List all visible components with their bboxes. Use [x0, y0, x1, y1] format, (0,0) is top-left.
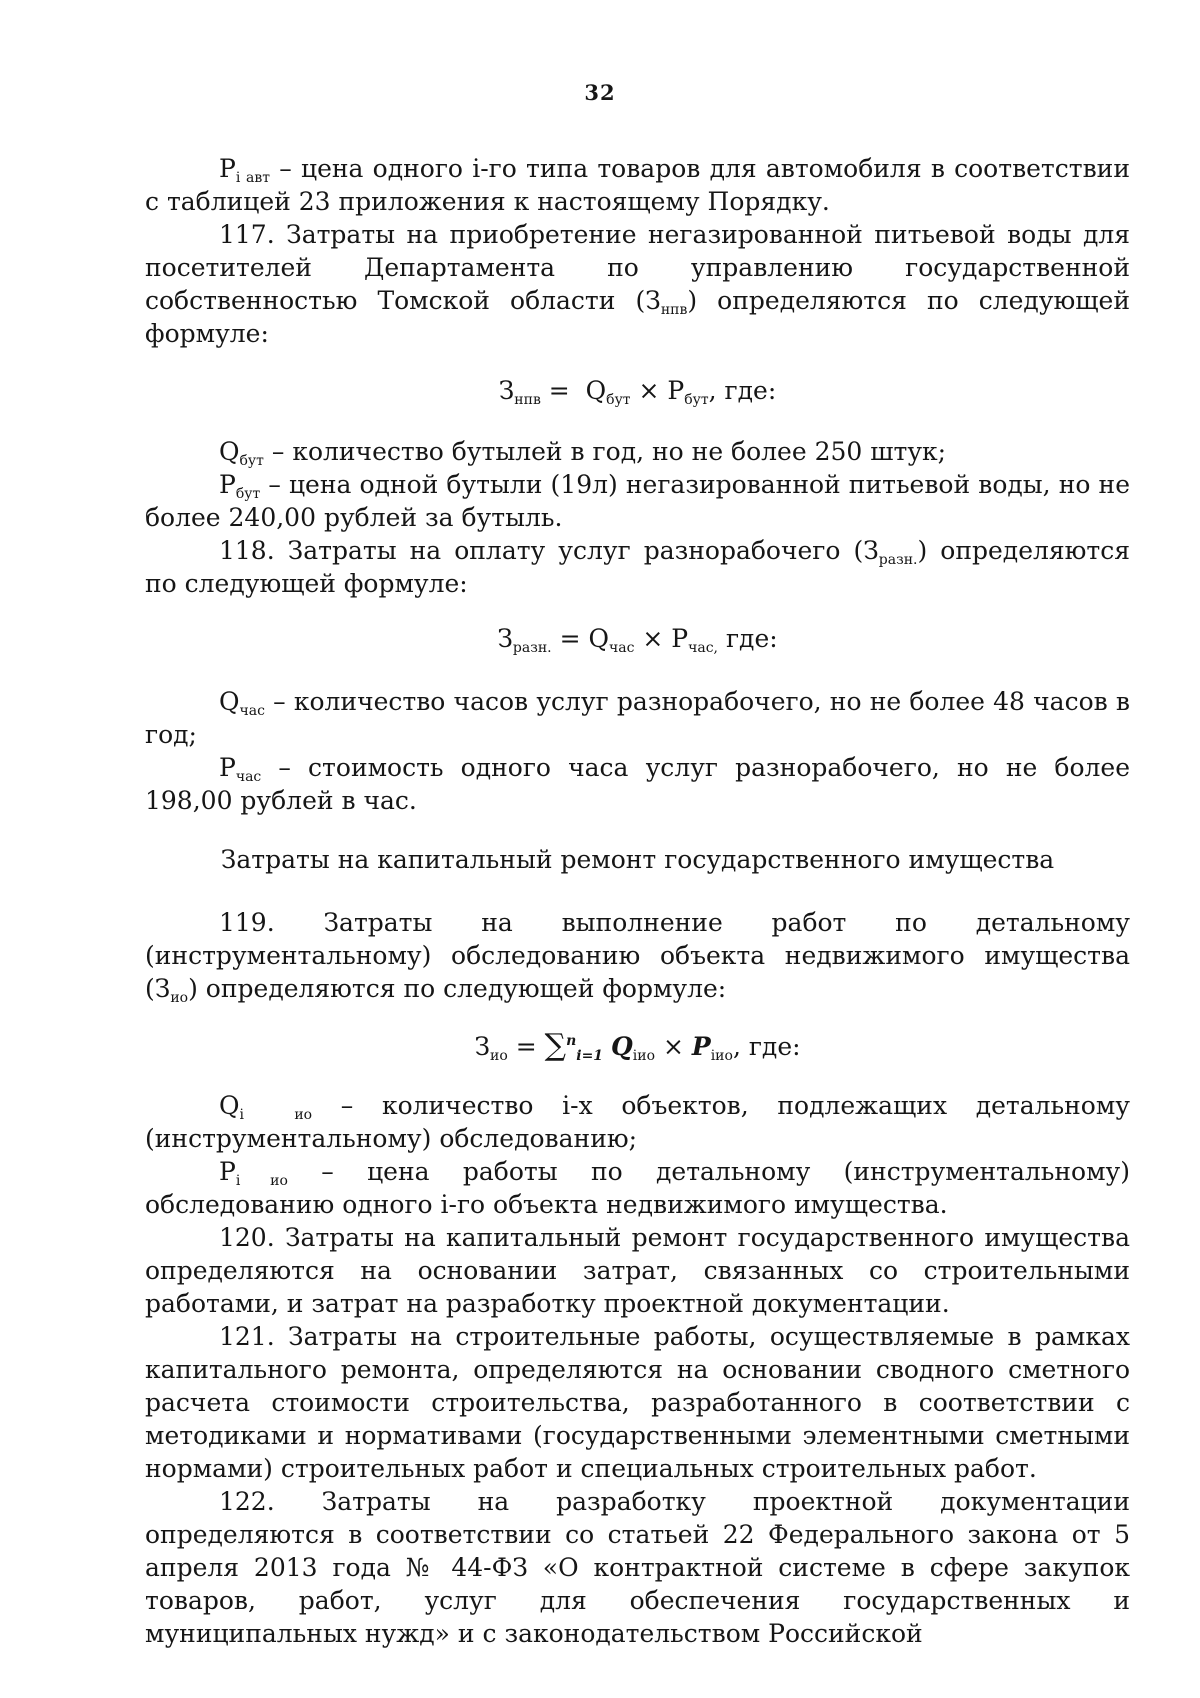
subscript: бут — [235, 486, 261, 502]
symbol: Q — [219, 1091, 240, 1120]
subscript: бут — [684, 392, 709, 408]
symbol: P — [219, 1157, 236, 1186]
formula-io — [145, 1029, 1130, 1063]
definition-text: – цена одного i-го типа товаров для автомобиля в соответствии с таблицей 23 приложения к настоящему Порядку. — [145, 154, 1130, 216]
definition-q-io — [145, 1089, 1130, 1155]
formula-operator: = — [540, 376, 586, 405]
definition-p-but — [145, 468, 1130, 534]
formula-operator: × — [655, 1032, 692, 1061]
definition-text: – количество i-х объектов, подлежащих детальному (инструментальному) обследованию; — [145, 1091, 1131, 1153]
subscript: ио — [490, 1048, 508, 1064]
paragraph-118 — [145, 534, 1130, 600]
definition-text: – количество бутылей в год, но не более 250 штук; — [263, 437, 947, 466]
subscript: iио — [632, 1048, 656, 1064]
definition-p-avt — [145, 152, 1130, 218]
paragraph-text: ) определяются по следующей формуле: — [145, 536, 1131, 598]
formula-symbol: З — [497, 624, 513, 653]
definition-q-chas — [145, 685, 1130, 751]
sum-sign: ∑ — [544, 1028, 567, 1063]
formula-symbol: P — [667, 376, 685, 405]
definition-p-io — [145, 1155, 1130, 1221]
formula-npv — [145, 374, 1130, 407]
symbol: Q — [219, 437, 240, 466]
symbol: P — [219, 753, 236, 782]
paragraph-122: 122. Затраты на разработку проектной документации определяются в соответствии со статьей 22 Федерального закона от 5 апреля 2013 года № 44-ФЗ «О контрактной системе в сфере закупок товаров, работ, услуг для обеспечения государственных и муниципальных нужд» и с законодательством Российской — [145, 1487, 1130, 1648]
paragraph-120: 120. Затраты на капитальный ремонт государственного имущества определяются на основании затрат, связанных со строительными работами, и затрат на разработку проектной документации. — [145, 1223, 1130, 1318]
subscript: ио — [170, 990, 189, 1006]
subscript: разн. — [878, 552, 918, 568]
subscript: i ио — [235, 1173, 288, 1189]
subscript: нпв — [514, 392, 541, 408]
subscript: i авт — [235, 170, 271, 186]
paragraph-text: 119. Затраты на выполнение работ по детальному (инструментальному) обследованию объекта недвижимого имущества (З — [145, 908, 1130, 1003]
formula-operator: = — [507, 1032, 545, 1061]
subscript: нпв — [660, 302, 688, 318]
formula-tail: , где: — [732, 1032, 801, 1061]
document-body — [145, 152, 1130, 1650]
paragraph-text: 118. Затраты на оплату услуг разнорабочего (З — [219, 536, 879, 565]
formula-symbol: Q — [588, 624, 609, 653]
definition-q-but — [145, 435, 1130, 468]
paragraph-text: ) определяются по следующей формуле: — [145, 286, 1130, 348]
formula-symbol: З — [498, 376, 515, 405]
paragraph-121: 121. Затраты на строительные работы, осуществляемые в рамках капитального ремонта, определяются на основании сводного сметного расчета стоимости строительства, разработанного в соответствии с методиками и нормативами (государственными элементными сметными нормами) строительных работ и специальных строительных работ. — [145, 1322, 1130, 1483]
definition-p-chas — [145, 751, 1130, 817]
formula-symbol: P — [671, 624, 689, 653]
formula-tail: , где: — [708, 376, 777, 405]
subscript: час, — [688, 640, 719, 656]
subscript: iио — [710, 1048, 733, 1064]
symbol: Q — [219, 687, 240, 716]
paragraph-117 — [145, 218, 1130, 350]
subscript: i ио — [239, 1107, 313, 1123]
sum-lower-limit: i=1 — [576, 1048, 604, 1064]
formula-razn — [145, 622, 1130, 655]
subscript: бут — [606, 392, 631, 408]
formula-symbol: З — [474, 1032, 491, 1061]
page-number: 32 — [584, 80, 616, 105]
formula-operator: × — [630, 376, 668, 405]
formula-tail: где: — [718, 624, 778, 653]
paragraph-119 — [145, 906, 1130, 1005]
paragraph-text: ) определяются по следующей формуле: — [188, 974, 727, 1003]
definition-text: – стоимость одного часа услуг разнорабочего, но не более 198,00 рублей в час. — [145, 753, 1130, 815]
definition-text: – количество часов услуг разнорабочего, но не более 48 часов в год; — [145, 687, 1130, 749]
definition-text: – цена работы по детальному (инструментальному) обследованию одного i-го объекта недвижимого имущества. — [145, 1157, 1131, 1219]
formula-operator: × — [634, 624, 672, 653]
formula-symbol: P — [691, 1032, 711, 1061]
section-heading: Затраты на капитальный ремонт государственного имущества — [220, 845, 1055, 874]
subscript: разн. — [512, 640, 552, 656]
subscript: бут — [239, 453, 264, 469]
formula-symbol: Q — [611, 1032, 633, 1061]
formula-operator: = — [551, 624, 589, 653]
sum-upper-limit: n — [566, 1033, 577, 1049]
subscript: час — [608, 640, 635, 656]
subscript: час — [239, 703, 265, 719]
subscript: час — [235, 769, 262, 785]
paragraph-text: 117. Затраты на приобретение негазированной питьевой воды для посетителей Департамента по управлению государственной собственностью Томской области (З — [145, 220, 1130, 315]
symbol: P — [219, 470, 236, 499]
formula-symbol: Q — [585, 376, 607, 405]
definition-text: – цена одной бутыли (19л) негазированной питьевой воды, но не более 240,00 рублей за бутыль. — [145, 470, 1130, 532]
symbol: P — [219, 154, 236, 183]
